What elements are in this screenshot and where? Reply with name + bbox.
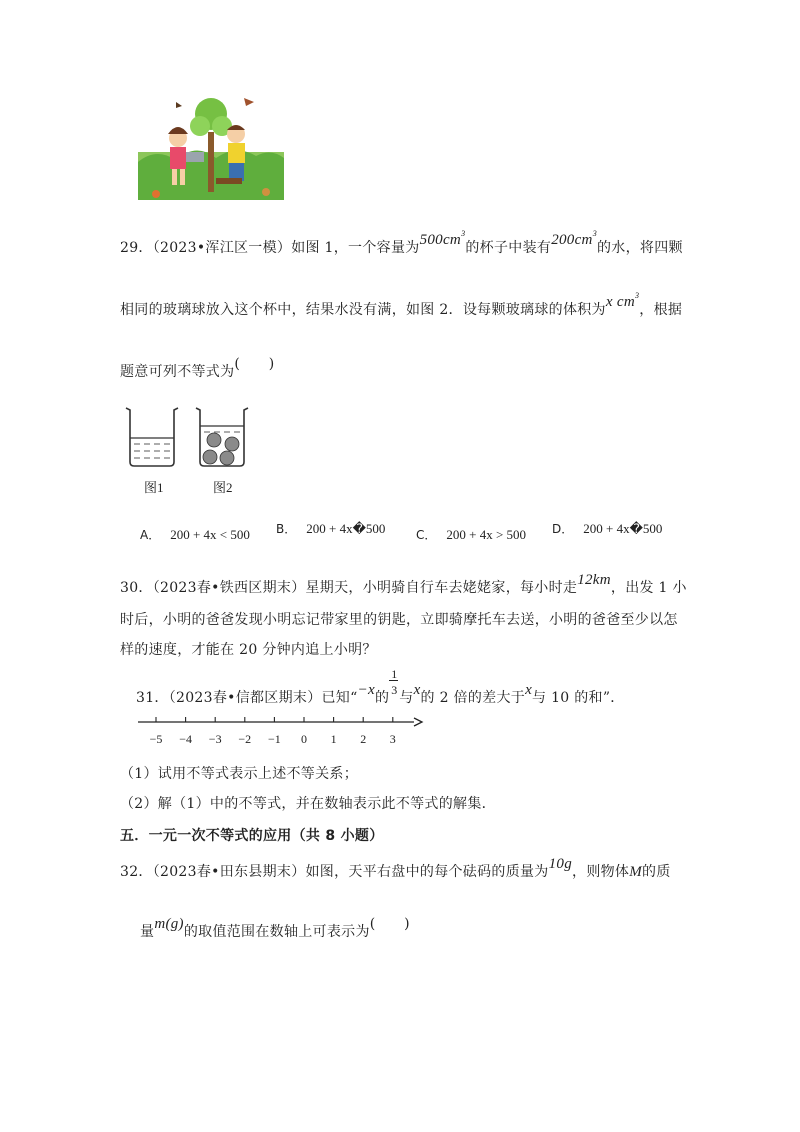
q29-volume — [605, 291, 640, 310]
q30-text: 样的速度，才能在 20 分钟内追上小明？ — [120, 642, 377, 658]
cube-exponent: 3 — [634, 291, 640, 300]
q31-x: x — [413, 682, 421, 698]
q29-text: 题意可列不等式为 — [120, 364, 235, 380]
q29-text: 相同的玻璃球放入这个杯中，结果水没有满，如图 2．设每颗玻璃球的体积为 — [120, 302, 606, 318]
q31-fraction — [389, 667, 399, 708]
q29-text: ，根据 — [639, 302, 683, 318]
beaker-figures — [120, 404, 260, 500]
beaker-1-icon — [126, 408, 178, 466]
option-a-label: A． — [140, 528, 161, 542]
q32-text: 的质 — [642, 864, 671, 880]
beaker-2-icon — [196, 408, 248, 466]
tree-planting-illustration — [136, 92, 286, 204]
q31-sub-1 — [120, 764, 358, 784]
water-value: 200 — [551, 232, 575, 248]
q31-text: 31．（2023春•信都区期末）已知“ — [136, 690, 358, 706]
q30-line-3 — [120, 640, 377, 660]
q32-text: 量 — [140, 924, 155, 940]
q29-line-2 — [120, 291, 683, 322]
q31-neg-x: −x — [357, 682, 375, 698]
option-d-expr: 200 + 4x�500 — [583, 521, 663, 536]
q32-text: 的取值范围在数轴上可表示为 — [183, 924, 370, 940]
option-a[interactable] — [140, 526, 250, 543]
q31-sub-1-text: （1）试用不等式表示上述不等关系； — [120, 766, 359, 782]
q29-water — [551, 229, 597, 248]
q31-text: 的 2 倍的差大于 — [420, 690, 526, 706]
var-x: x — [605, 294, 613, 310]
fig2-label: 图2 — [213, 480, 233, 495]
cube-exponent: 3 — [592, 229, 597, 238]
number-line — [136, 712, 426, 752]
q30-text: ，出发 1 小 — [610, 580, 687, 596]
water-unit: cm — [574, 232, 593, 248]
q31-text: 与 — [399, 690, 414, 706]
q30-text: 30．（2023春•铁西区期末）星期天，小明骑自行车去姥姥家，每小时走 — [120, 580, 578, 596]
tick-label: 1 — [330, 732, 337, 746]
q32-line-2 — [140, 916, 410, 942]
q29-line-3 — [120, 356, 275, 382]
option-d-label: D． — [552, 522, 574, 536]
q31-line-1 — [136, 667, 625, 708]
q29-capacity — [419, 229, 466, 248]
capacity-value: 500 — [419, 232, 443, 248]
q31-x: x — [525, 682, 533, 698]
volume-unit: cm — [616, 294, 635, 310]
q31-text: 与 10 的和”． — [532, 690, 625, 706]
tick-label: −1 — [268, 732, 281, 746]
q30-line-1 — [120, 572, 687, 598]
tick-label: 2 — [360, 732, 367, 746]
fig1-label: 图1 — [144, 480, 164, 495]
answer-paren: ( ) — [234, 356, 275, 372]
q31-text: 的 — [374, 690, 390, 706]
tick-label: −3 — [208, 732, 222, 746]
q30-line-2 — [120, 610, 678, 630]
q31-sub-2 — [120, 794, 496, 814]
number-line-ticks — [150, 717, 396, 746]
q29-line-1 — [120, 229, 683, 260]
q30-speed: 12km — [577, 572, 611, 588]
q32-line-1 — [120, 856, 671, 882]
tick-label: −4 — [179, 732, 192, 746]
tick-label: −2 — [238, 732, 252, 746]
option-a-expr: 200 + 4x < 500 — [170, 527, 250, 542]
section-5-heading — [120, 826, 384, 846]
option-c[interactable] — [416, 526, 526, 543]
q31-sub-2-text: （2）解（1）中的不等式，并在数轴表示此不等式的解集． — [120, 796, 496, 812]
q30-text: 时后，小明的爸爸发现小明忘记带家里的钥匙，立即骑摩托车去送，小明的爸爸至少以怎 — [120, 612, 678, 628]
answer-paren: ( ) — [369, 916, 410, 932]
option-d[interactable] — [552, 520, 662, 537]
option-c-label: C． — [416, 528, 437, 542]
q32-text: ，则物体 — [572, 864, 630, 880]
tick-label: −5 — [149, 732, 163, 746]
q32-weight: 10g — [548, 856, 573, 872]
tick-label: 0 — [301, 732, 307, 746]
option-b[interactable] — [276, 520, 385, 537]
q32-object-m: M — [629, 864, 643, 880]
q32-mass: m(g) — [154, 916, 184, 932]
tick-label: 3 — [389, 732, 396, 746]
q29-text: 的水，将四颗 — [597, 240, 683, 256]
cube-exponent: 3 — [461, 229, 466, 238]
q32-text: 32．（2023春•田东县期末）如图，天平右盘中的每个砝码的质量为 — [120, 864, 549, 880]
fraction-numerator: 1 — [391, 667, 398, 681]
capacity-unit: cm — [442, 232, 462, 248]
option-b-label: B． — [276, 522, 297, 536]
option-c-expr: 200 + 4x > 500 — [446, 527, 527, 542]
section-5-title: 五．一元一次不等式的应用（共 8 小题） — [120, 828, 384, 844]
q29-text: 29．（2023•浑江区一模）如图 1，一个容量为 — [120, 240, 420, 256]
option-b-expr: 200 + 4x�500 — [306, 521, 386, 536]
fraction-denominator: 3 — [391, 683, 398, 697]
q29-text: 的杯子中装有 — [465, 240, 552, 256]
